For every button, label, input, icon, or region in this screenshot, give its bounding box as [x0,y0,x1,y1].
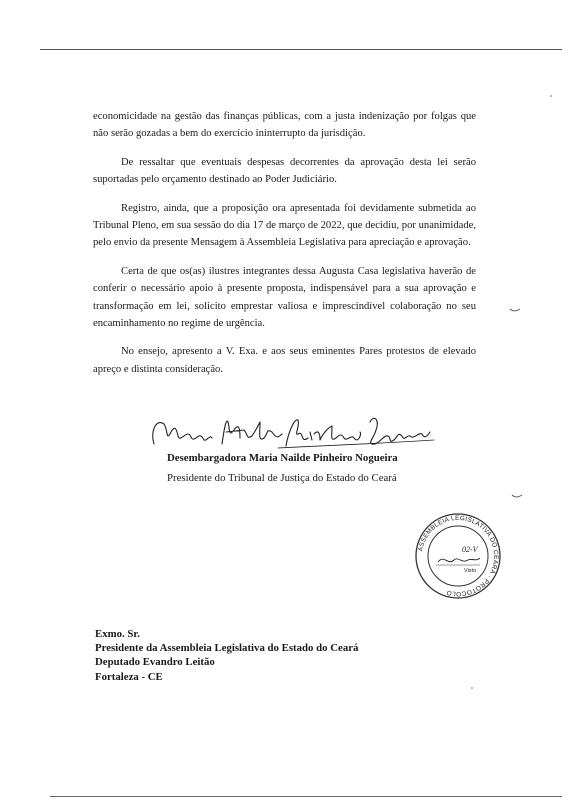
paragraph-5: No ensejo, apresento a V. Exa. e aos seus eminentes Pares protestos de elevado apreço e distinta consideração. [93,346,476,375]
margin-tick [511,493,523,499]
paragraph-4: Certa de que os(as) ilustres integrantes dessa Augusta Casa legislativa haverão de conferir o necessário apoio à presente proposta, indispensável para a sua aprovação e transformação em lei, solicito emprestar valiosa e imprescindível colaboração no seu encaminhamento no regime de urgência. [93,265,476,330]
addressee-title: Presidente da Assembleia Legislativa do Estado do Ceará [95,642,359,655]
bottom-divider [50,796,562,797]
addressee-block [95,627,358,684]
scan-speck [549,94,553,98]
signer-name: Desembargadora Maria Nailde Pinheiro Nogueira [167,452,398,464]
addressee-salutation: Exmo. Sr. [95,628,140,640]
stamp-ring-text: ASSEMBLEIA LEGISLATIVA DO CEARÁ · PROTOCOLO [417,514,500,598]
svg-text:ASSEMBLEIA LEGISLATIVA DO CEAR [417,515,499,597]
top-divider [40,49,562,50]
signer-role: Presidente do Tribunal de Justiça do Estado do Ceará [167,472,397,484]
scan-speck [470,686,474,690]
letter-body [93,108,476,389]
paragraph-3: Registro, ainda, que a proposição ora apresentada foi devidamente submetida ao Tribunal Pleno, em sua sessão do dia 17 de março de 2022, que decidiu, por unanimidade, pelo envio da presente Mensagem à Assembleia Legislativa para apreciação e aprovação. [93,202,476,249]
protocol-stamp [414,512,502,600]
paragraph-2: De ressaltar que eventuais despesas decorrentes da aprovação desta lei serão suportadas pelo orçamento destinado ao Poder Judiciário. [93,156,476,186]
addressee-name: Deputado Evandro Leitão [95,656,215,669]
stamp-date: 02-V [462,545,478,554]
addressee-city: Fortaleza - CE [95,670,163,683]
paragraph-1: economicidade na gestão das finanças públicas, com a justa indenização por folgas que não serão gozadas a bem do exercício ininterrupto da jurisdição. [93,111,476,140]
margin-tick [509,307,521,313]
stamp-label: Visto [464,568,477,574]
